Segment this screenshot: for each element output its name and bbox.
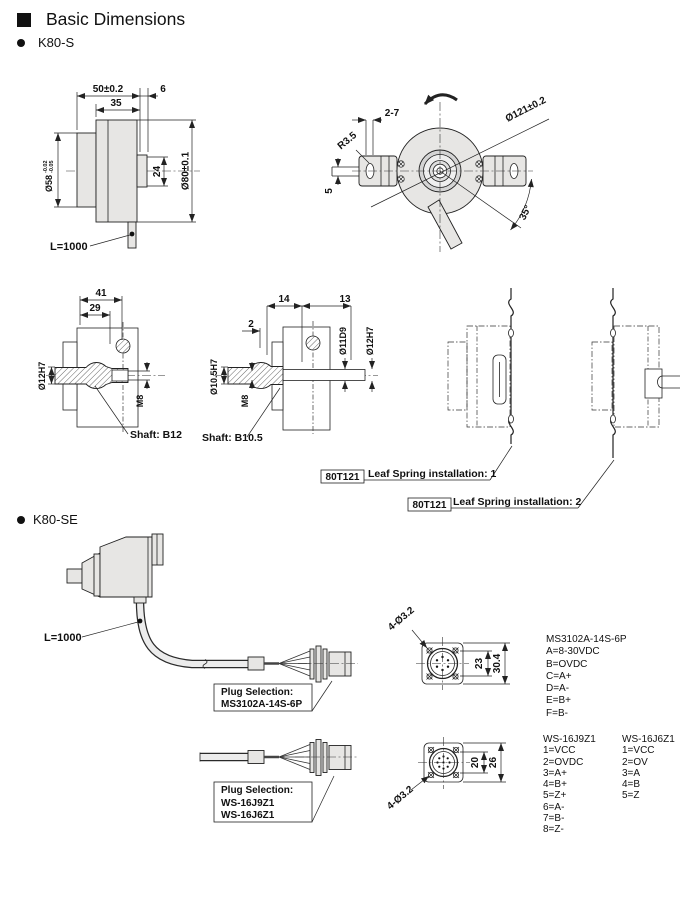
pinout-title: MS3102A-14S-6P — [546, 634, 627, 645]
pin-line: 3=A — [622, 767, 641, 779]
pin-line: 5=Z — [622, 790, 640, 802]
pin-line: 7=B- — [543, 813, 565, 825]
pinout-table-ws16j9z1 — [543, 734, 596, 836]
dim-d121: Ø121±0.2 — [503, 94, 548, 125]
dim-2: 2 — [248, 319, 254, 330]
pin-line: A=8-30VDC — [546, 646, 600, 658]
dim-41: 41 — [95, 288, 107, 299]
pin-line: 6=A- — [543, 801, 565, 813]
plug2-label-line1: Plug Selection: — [221, 785, 294, 796]
dim-35: 35 — [110, 98, 122, 109]
dim-d12h7-2: Ø12H7 — [365, 326, 375, 356]
dim-2-7: 2-7 — [384, 108, 400, 119]
dim-6: 6 — [160, 84, 166, 95]
shaft-b12-drawing — [37, 288, 182, 441]
plug1-label-line2: MS3102A-14S-6P — [221, 699, 303, 710]
pin-line: 1=VCC — [622, 745, 655, 757]
shaft-b105-drawing — [202, 294, 378, 444]
dim-23: 23 — [474, 657, 485, 670]
leaf-spring-1-drawing — [321, 288, 514, 483]
pin-line: C=A+ — [546, 670, 572, 682]
pin-line: D=A- — [546, 683, 570, 695]
k80se-encoder-drawing — [44, 534, 248, 669]
dim-50: 50±0.2 — [92, 84, 124, 95]
pin-line: E=B+ — [546, 695, 572, 707]
dim-14: 14 — [278, 294, 290, 305]
dim-d12h7: Ø12H7 — [37, 361, 47, 391]
section-k80s-label: K80-S — [38, 35, 75, 50]
plug1-label-line1: Plug Selection: — [221, 687, 294, 698]
leaf1-caption: Leaf Spring installation: 1 — [368, 468, 497, 480]
dim-m8: M8 — [135, 394, 145, 408]
pin-line: F=B- — [546, 707, 568, 719]
plug2-label-line3: WS-16J6Z1 — [221, 810, 275, 821]
shaft-b105-caption: Shaft: B10.5 — [202, 432, 263, 444]
rotation-arrow-icon — [425, 95, 457, 104]
dim-20: 20 — [470, 756, 481, 769]
dim-35deg: 35° — [517, 203, 535, 223]
pin-line: B=OVDC — [546, 658, 588, 670]
dim-26: 26 — [488, 756, 499, 769]
k80s-front-view-drawing — [324, 95, 549, 252]
pin-line: 5=Z+ — [543, 790, 567, 802]
dim-5: 5 — [324, 188, 335, 194]
pinout-table-ms3102a — [546, 634, 627, 720]
connector-face-1-drawing — [386, 605, 510, 690]
cable-dot — [138, 619, 143, 624]
dim-m8-2: M8 — [240, 394, 250, 408]
pin-line: 4=B+ — [543, 779, 567, 791]
k80se-cable-length-label: L=1000 — [44, 632, 82, 644]
dim-d105h7: Ø10.5H7 — [209, 358, 219, 396]
pin-line: 4=B — [622, 779, 641, 791]
plug2-label-line2: WS-16J9Z1 — [221, 798, 275, 809]
pin-line: 3=A+ — [543, 767, 567, 779]
dim-30-4: 30.4 — [492, 653, 503, 674]
cable-length-label: L=1000 — [50, 241, 88, 253]
dim-d80: Ø80±0.1 — [180, 151, 192, 191]
dim-29: 29 — [89, 303, 101, 314]
dim-d58: Ø58 — [44, 174, 54, 192]
pinout-title: WS-16J6Z1 — [622, 734, 675, 745]
cable-exit-dot — [130, 232, 135, 237]
dim-13: 13 — [339, 294, 351, 305]
dim-4-d32: 4-Ø3.2 — [386, 605, 417, 634]
pin-line: 2=OVDC — [543, 756, 584, 768]
dim-d11d9: Ø11D9 — [338, 326, 348, 356]
pinout-table-ws16j6z1 — [622, 734, 675, 802]
pin-line: 2=OV — [622, 756, 648, 768]
pin-line: 1=VCC — [543, 745, 576, 757]
k80s-side-view-drawing — [43, 84, 200, 253]
pin-line: 8=Z- — [543, 824, 564, 836]
dim-r3-5: R3.5 — [335, 130, 360, 153]
dim-d58-tol-lower: -0.05 — [49, 160, 55, 173]
connector-face-2-drawing — [385, 737, 506, 812]
leaf1-code: 80T121 — [325, 472, 360, 483]
k80se-plug2-drawing — [200, 740, 358, 823]
dim-d58-tol-upper: -0.02 — [43, 160, 49, 173]
shaft-b12-caption: Shaft: B12 — [130, 429, 182, 441]
k80se-plug1-drawing — [214, 646, 358, 711]
dim-4-d32-2: 4-Ø3.2 — [385, 784, 416, 813]
section-k80se-label: K80-SE — [33, 512, 78, 527]
leaf2-caption: Leaf Spring installation: 2 — [453, 496, 582, 508]
dim-24: 24 — [152, 165, 163, 178]
page-title: Basic Dimensions — [46, 9, 186, 29]
pinout-title: WS-16J9Z1 — [543, 734, 596, 745]
leaf2-code: 80T121 — [412, 500, 447, 511]
